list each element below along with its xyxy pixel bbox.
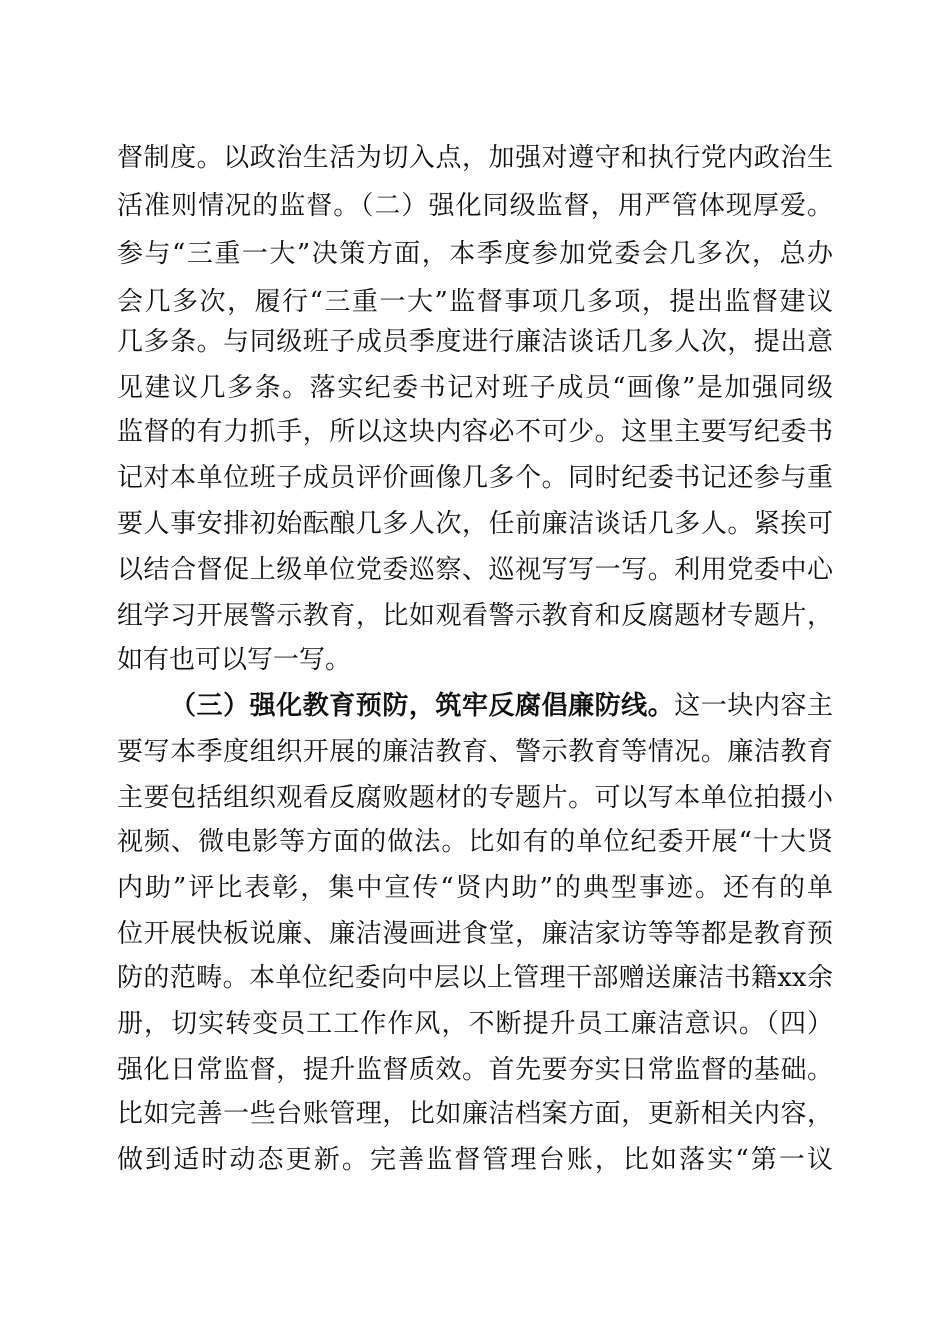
- text-line: 做到适时动态更新。完善监督管理台账，比如落实“第一议: [117, 1145, 833, 1175]
- text-fragment: 这一块内容主: [674, 691, 833, 721]
- text-line: 几多条。与同级班子成员季度进行廉洁谈话几多人次，提出意: [117, 327, 833, 357]
- text-line: 活准则情况的监督。（二）强化同级监督，用严管体现厚爱。: [117, 191, 833, 221]
- text-line: 强化日常监督，提升监督质效。首先要夯实日常监督的基础。: [117, 1055, 833, 1085]
- text-line: 会几多次，履行“三重一大”监督事项几多项，提出监督建议: [117, 287, 833, 317]
- text-line: 参与“三重一大”决策方面，本季度参加党委会几多次，总办: [117, 239, 833, 269]
- text-line: 记对本单位班子成员评价画像几多个。同时纪委书记还参与重: [117, 463, 833, 493]
- text-line: 视频、微电影等方面的做法。比如有的单位纪委开展“十大贤: [117, 827, 833, 857]
- text-line: 如有也可以写一写。: [117, 645, 352, 675]
- text-line: 位开展快板说廉、廉洁漫画进食堂，廉洁家访等等都是教育预: [117, 919, 833, 949]
- text-line: 内助”评比表彰，集中宣传“贤内助”的典型事迹。还有的单: [117, 873, 833, 903]
- section-heading: （三）强化教育预防，筑牢反腐倡廉防线。: [170, 691, 675, 721]
- text-line: 要人事安排初始酝酿几多人次，任前廉洁谈话几多人。紧挨可: [117, 509, 833, 539]
- text-line: 防的范畴。本单位纪委向中层以上管理干部赠送廉洁书籍xx余: [117, 963, 833, 993]
- text-line: 督制度。以政治生活为切入点，加强对遵守和执行党内政治生: [117, 143, 833, 173]
- text-line: 监督的有力抓手，所以这块内容必不可少。这里主要写纪委书: [117, 417, 833, 447]
- text-line: 比如完善一些台账管理，比如廉洁档案方面，更新相关内容，: [117, 1099, 833, 1129]
- text-line: 要写本季度组织开展的廉洁教育、警示教育等情况。廉洁教育: [117, 737, 833, 767]
- paragraph-3-first-line: [170, 686, 833, 726]
- text-line: 以结合督促上级单位党委巡察、巡视写写一写。利用党委中心: [117, 555, 833, 585]
- text-line: 主要包括组织观看反腐败题材的专题片。可以写本单位拍摄小: [117, 783, 833, 813]
- text-line: 见建议几多条。落实纪委书记对班子成员“画像”是加强同级: [117, 373, 833, 403]
- text-line: 册，切实转变员工工作作风，不断提升员工廉洁意识。（四）: [117, 1009, 833, 1039]
- text-line: 组学习开展警示教育，比如观看警示教育和反腐题材专题片，: [117, 601, 833, 631]
